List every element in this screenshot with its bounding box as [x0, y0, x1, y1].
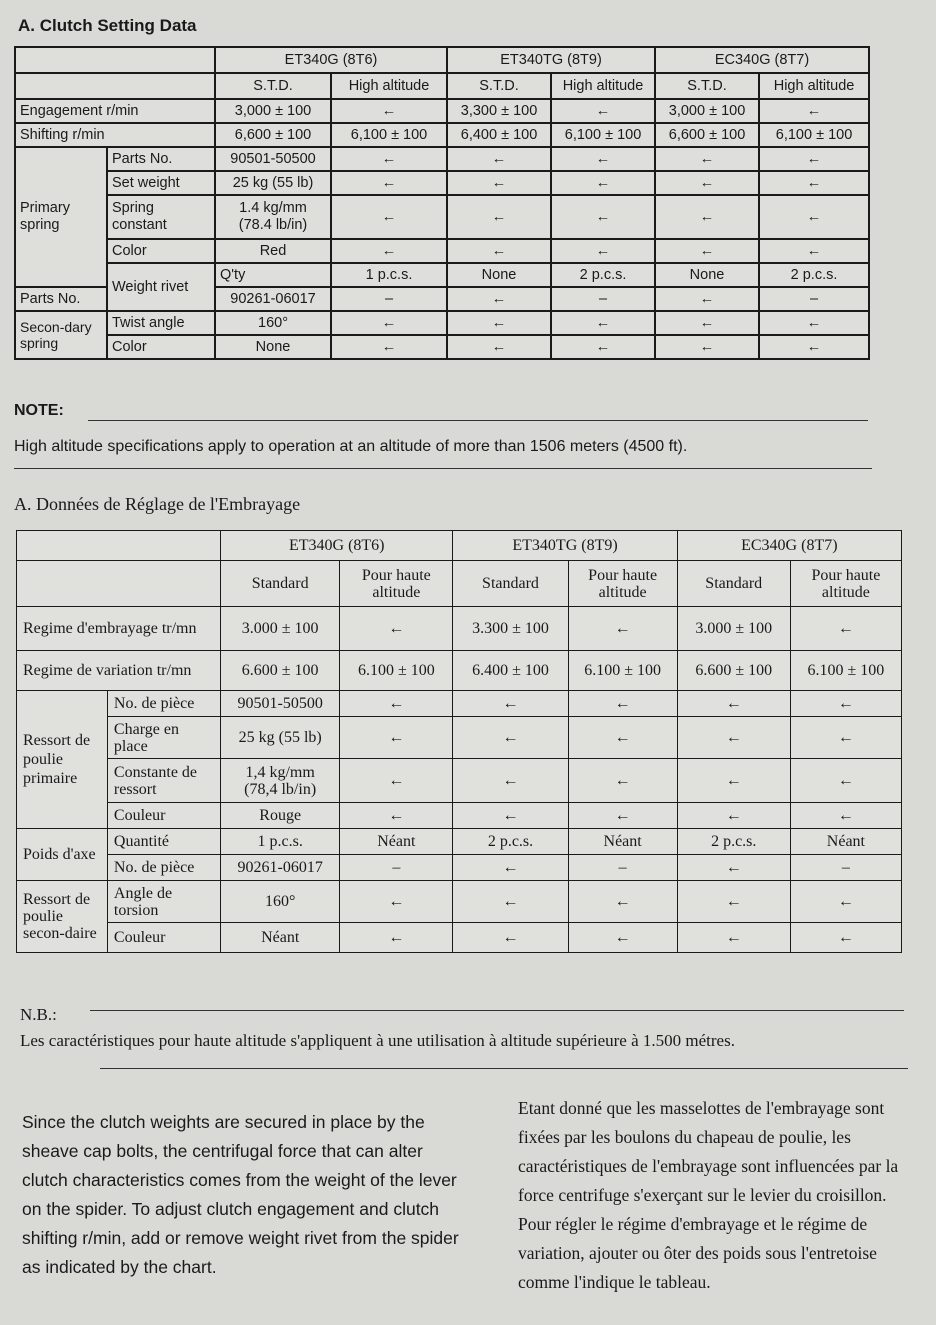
cell: 6,100 ± 100	[551, 123, 655, 147]
cell: ←	[790, 717, 901, 759]
cell: 6,100 ± 100	[331, 123, 447, 147]
row-label: Parts No.	[15, 287, 107, 311]
cell: ←	[759, 171, 869, 195]
cell: None	[447, 263, 551, 287]
cell: ←	[331, 195, 447, 239]
cell: 3.300 ± 100	[453, 607, 568, 651]
cell: ←	[568, 759, 677, 803]
cell: ←	[331, 147, 447, 171]
cell: 6.600 ± 100	[677, 651, 790, 691]
note-label: NOTE:	[14, 402, 64, 419]
cell: ←	[655, 239, 759, 263]
cell: 90501-50500	[221, 691, 340, 717]
cell: ←	[340, 803, 453, 829]
cell: 6.100 ± 100	[340, 651, 453, 691]
cell: 3.000 ± 100	[221, 607, 340, 651]
cell: ←	[677, 717, 790, 759]
cell: 90501-50500	[215, 147, 331, 171]
high-header: High altitude	[759, 73, 869, 99]
cell: 90261-06017	[215, 287, 331, 311]
cell: ←	[655, 147, 759, 171]
cell: ←	[331, 239, 447, 263]
row-label: Regime de variation tr/mn	[17, 651, 221, 691]
cell: Rouge	[221, 803, 340, 829]
cell: ←	[340, 717, 453, 759]
std-header: S.T.D.	[655, 73, 759, 99]
table-row	[15, 195, 869, 239]
cell: 160°	[221, 881, 340, 923]
model-header: ET340TG (8T9)	[453, 531, 677, 561]
cell: ←	[331, 311, 447, 335]
cell: –	[551, 287, 655, 311]
french-section-title: A. Données de Réglage de l'Embrayage	[14, 494, 301, 514]
divider	[100, 1068, 908, 1069]
cell: ←	[447, 239, 551, 263]
cell: ←	[790, 759, 901, 803]
table-row	[15, 123, 869, 147]
cell: ←	[551, 335, 655, 359]
cell: ←	[551, 99, 655, 123]
cell: 90261-06017	[221, 855, 340, 881]
cell: ←	[568, 803, 677, 829]
table-row	[17, 855, 902, 881]
cell: Néant	[568, 829, 677, 855]
cell: ←	[790, 923, 901, 953]
group-label: Primary spring	[15, 147, 107, 287]
high-header: Pour haute altitude	[340, 561, 453, 607]
row-label: Quantité	[107, 829, 220, 855]
cell: ←	[655, 311, 759, 335]
table-row	[15, 263, 869, 287]
row-label: Charge en place	[107, 717, 220, 759]
cell: ←	[790, 607, 901, 651]
cell: Néant	[340, 829, 453, 855]
table-row	[17, 923, 902, 953]
cell: 1 p.c.s.	[221, 829, 340, 855]
cell: 3,300 ± 100	[447, 99, 551, 123]
high-header: Pour haute altitude	[568, 561, 677, 607]
row-label: Engagement r/min	[15, 99, 215, 123]
model-header: EC340G (8T7)	[655, 47, 869, 73]
table-row	[17, 759, 902, 803]
cell: ←	[551, 239, 655, 263]
cell: ←	[790, 881, 901, 923]
row-label: Spring constant	[107, 195, 215, 239]
row-label: Color	[107, 239, 215, 263]
cell: None	[215, 335, 331, 359]
cell: ←	[568, 923, 677, 953]
cell: 2 p.c.s.	[759, 263, 869, 287]
cell: 25 kg (55 lb)	[215, 171, 331, 195]
table-row	[15, 311, 869, 335]
cell: ←	[453, 691, 568, 717]
table-row	[17, 691, 902, 717]
cell: ←	[453, 803, 568, 829]
cell: ←	[551, 311, 655, 335]
cell: ←	[655, 335, 759, 359]
group-label: Weight rivet	[107, 263, 215, 311]
english-paragraph: Since the clutch weights are secured in place by the sheave cap bolts, the centrifugal force that can alter clutch characteristics comes from the weight of the lever on the spider. To adjust clutch engagement and clutch shifting r/min, add or remove weight rivet from the spider as indicated by the chart.	[22, 1112, 459, 1277]
cell: Néant	[790, 829, 901, 855]
value-line: 1,4 kg/mm	[245, 763, 315, 781]
cell: 6.100 ± 100	[568, 651, 677, 691]
value-line: 1.4 kg/mm	[239, 200, 307, 216]
table-row	[17, 881, 902, 923]
std-header: S.T.D.	[215, 73, 331, 99]
group-label: Poids d'axe	[17, 829, 108, 881]
cell: ←	[790, 803, 901, 829]
cell: 6,600 ± 100	[655, 123, 759, 147]
cell: ←	[677, 881, 790, 923]
row-label: Constante de ressort	[107, 759, 220, 803]
cell: 160°	[215, 311, 331, 335]
cell: ←	[447, 287, 551, 311]
table-row	[17, 829, 902, 855]
cell: ←	[677, 759, 790, 803]
cell: 3,000 ± 100	[655, 99, 759, 123]
spring-constant-cell	[221, 759, 340, 803]
cell: 6,100 ± 100	[759, 123, 869, 147]
row-label: Regime d'embrayage tr/mn	[17, 607, 221, 651]
table-row	[17, 651, 902, 691]
cell: ←	[340, 607, 453, 651]
cell: ←	[340, 923, 453, 953]
model-header: EC340G (8T7)	[677, 531, 901, 561]
cell: ←	[453, 855, 568, 881]
cell: ←	[655, 195, 759, 239]
cell: ←	[331, 171, 447, 195]
french-paragraph: Etant donné que les masselottes de l'embrayage sont fixées par les boulons du chapeau de poulie, les caractéristiques de l'embrayage sont influencées par la force centrifuge s'exerçant sur le levier du croisillon. Pour régler le régime d'embrayage et le régime de variation, ajouter ou ôter des poids sous l'entretoise comme l'indique le tableau.	[518, 1098, 899, 1292]
row-label: Twist angle	[107, 311, 215, 335]
cell: ←	[677, 855, 790, 881]
french-clutch-table	[16, 530, 902, 953]
row-label: Shifting r/min	[15, 123, 215, 147]
std-header: S.T.D.	[447, 73, 551, 99]
std-header: Standard	[453, 561, 568, 607]
high-header: High altitude	[331, 73, 447, 99]
row-label: Angle de torsion	[107, 881, 220, 923]
cell: ←	[447, 335, 551, 359]
note-text: High altitude specifications apply to operation at an altitude of more than 1506 meters (4500 ft).	[14, 438, 688, 455]
cell: ←	[759, 335, 869, 359]
high-header: Pour haute altitude	[790, 561, 901, 607]
cell: 6.400 ± 100	[453, 651, 568, 691]
cell: Néant	[221, 923, 340, 953]
cell: –	[790, 855, 901, 881]
divider	[90, 1010, 904, 1011]
row-label: Q'ty	[215, 263, 331, 287]
table-row	[15, 335, 869, 359]
cell: –	[331, 287, 447, 311]
table-row	[15, 147, 869, 171]
cell: ←	[568, 691, 677, 717]
value-line: (78,4 lb/in)	[244, 780, 317, 798]
cell: 2 p.c.s.	[551, 263, 655, 287]
cell: ←	[759, 239, 869, 263]
cell: ←	[677, 803, 790, 829]
cell: ←	[447, 171, 551, 195]
std-header: Standard	[221, 561, 340, 607]
cell: –	[568, 855, 677, 881]
table-row	[17, 717, 902, 759]
cell: ←	[759, 311, 869, 335]
cell: ←	[759, 99, 869, 123]
cell: ←	[447, 311, 551, 335]
row-label: Couleur	[107, 923, 220, 953]
cell: ←	[447, 147, 551, 171]
cell: 1 p.c.s.	[331, 263, 447, 287]
cell: 3.000 ± 100	[677, 607, 790, 651]
model-header: ET340TG (8T9)	[447, 47, 655, 73]
cell: ←	[759, 195, 869, 239]
row-label: Couleur	[107, 803, 220, 829]
cell: ←	[655, 287, 759, 311]
table-row	[15, 239, 869, 263]
cell: 3,000 ± 100	[215, 99, 331, 123]
cell: 2 p.c.s.	[453, 829, 568, 855]
cell: 25 kg (55 lb)	[221, 717, 340, 759]
cell: ←	[677, 923, 790, 953]
cell: ←	[655, 171, 759, 195]
cell: ←	[447, 195, 551, 239]
table-row	[17, 561, 902, 607]
group-label: Ressort de poulie primaire	[17, 691, 108, 829]
english-section-title: A. Clutch Setting Data	[18, 16, 197, 35]
group-label: Ressort de poulie secon-daire	[17, 881, 108, 953]
model-header: ET340G (8T6)	[215, 47, 447, 73]
divider	[14, 468, 872, 469]
nb-text: Les caractéristiques pour haute altitude s'appliquent à une utilisation à altitude supérieure à 1.500 métres.	[20, 1031, 735, 1050]
row-label: Color	[107, 335, 215, 359]
row-label: No. de pièce	[107, 855, 220, 881]
model-header: ET340G (8T6)	[221, 531, 453, 561]
high-header: High altitude	[551, 73, 655, 99]
row-label: Parts No.	[107, 147, 215, 171]
cell: 6,400 ± 100	[447, 123, 551, 147]
cell: ←	[453, 717, 568, 759]
table-row	[17, 803, 902, 829]
cell: ←	[568, 881, 677, 923]
cell: ←	[340, 759, 453, 803]
std-header: Standard	[677, 561, 790, 607]
cell: ←	[453, 923, 568, 953]
cell: ←	[568, 607, 677, 651]
table-row	[17, 531, 902, 561]
group-label: Secon-dary spring	[15, 311, 107, 359]
cell: ←	[453, 759, 568, 803]
cell: 6.600 ± 100	[221, 651, 340, 691]
cell: –	[340, 855, 453, 881]
cell: ←	[790, 691, 901, 717]
table-row	[15, 47, 869, 73]
spring-constant-cell	[215, 195, 331, 239]
divider	[88, 420, 868, 421]
cell: ←	[453, 881, 568, 923]
cell: 2 p.c.s.	[677, 829, 790, 855]
table-row	[15, 73, 869, 99]
cell: 6.100 ± 100	[790, 651, 901, 691]
cell: None	[655, 263, 759, 287]
cell: ←	[551, 171, 655, 195]
nb-label: N.B.:	[20, 1005, 57, 1024]
english-clutch-table	[14, 46, 870, 360]
cell: ←	[551, 195, 655, 239]
table-row	[17, 607, 902, 651]
row-label: No. de pièce	[107, 691, 220, 717]
value-line: (78.4 lb/in)	[238, 217, 308, 233]
cell: ←	[331, 335, 447, 359]
cell: ←	[568, 717, 677, 759]
table-row	[15, 99, 869, 123]
cell: ←	[340, 881, 453, 923]
cell: ←	[551, 147, 655, 171]
cell: ←	[331, 99, 447, 123]
cell: ←	[677, 691, 790, 717]
cell: 6,600 ± 100	[215, 123, 331, 147]
cell: Red	[215, 239, 331, 263]
cell: ←	[340, 691, 453, 717]
cell: ←	[759, 147, 869, 171]
row-label: Set weight	[107, 171, 215, 195]
table-row	[15, 171, 869, 195]
cell: –	[759, 287, 869, 311]
